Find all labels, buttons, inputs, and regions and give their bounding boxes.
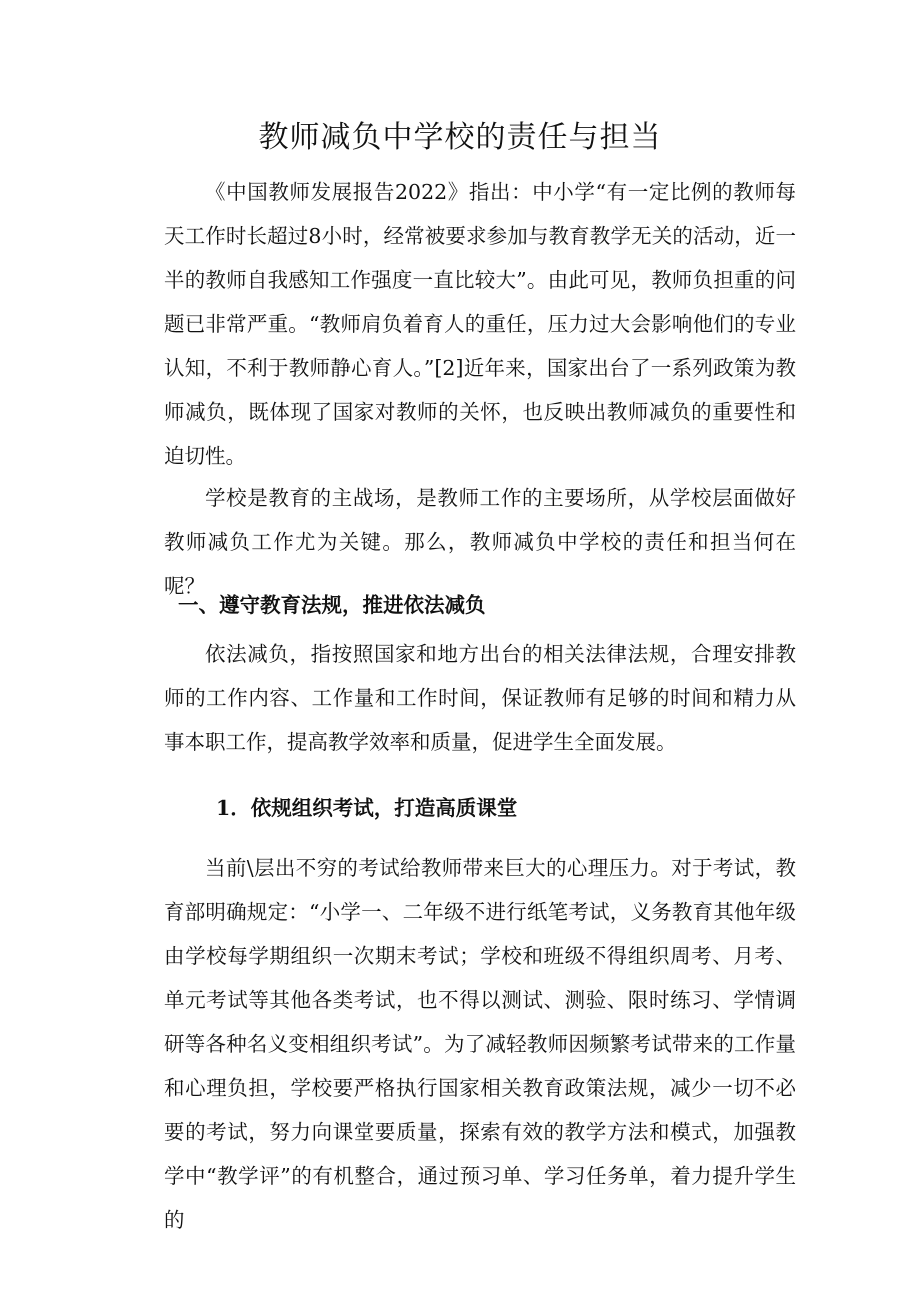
document-title: 教师减负中学校的责任与担当 xyxy=(258,120,662,155)
paragraph-intro: 《中国教师发展报告2022》指出：中小学“有一定比例的教师每天工作时长超过8小时，经常被要求参加与教育教学无关的活动，近一半的教师自我感知工作强度一直比较大”。由此可见，教师负担重的问题已非常严重。“教师肩负着育人的重任，压力过大会影响他们的专业认知，不利于教师静心育人。”[2]近年来，国家出台了一系列政策为教师减负，既体现了国家对教师的关怀，也反映出教师减负的重要性和迫切性。 xyxy=(164,180,796,468)
paragraph-school-role: 学校是教育的主战场，是教师工作的主要场所，从学校层面做好教师减负工作尤为关键。那么，教师减负中学校的责任和担当何在呢？ xyxy=(164,486,796,598)
paragraph-exams: 当前\层出不穷的考试给教师带来巨大的心理压力。对于考试，教育部明确规定：“小学一、二年级不进行纸笔考试，义务教育其他年级由学校每学期组织一次期末考试；学校和班级不得组织周考、月考、单元考试等其他各类考试，也不得以测试、测验、限时练习、学情调研等各种名义变相组织考试”。为了减轻教师因频繁考试带来的工作量和心理负担，学校要严格执行国家相关教育政策法规，减少一切不必要的考试，努力向课堂要质量，探索有效的教学方法和模式，加强教学中“教学评”的有机整合，通过预习单、学习任务单，着力提升学生的 xyxy=(164,856,796,1232)
subsection-heading: 1．依规组织考试，打造高质课堂 xyxy=(216,796,518,820)
section-heading: 一、遵守教育法规，推进依法减负 xyxy=(178,593,486,617)
paragraph-lawful-reduction: 依法减负，指按照国家和地方出台的相关法律法规，合理安排教师的工作内容、工作量和工作时间，保证教师有足够的时间和精力从事本职工作，提高教学效率和质量，促进学生全面发展。 xyxy=(164,642,796,754)
